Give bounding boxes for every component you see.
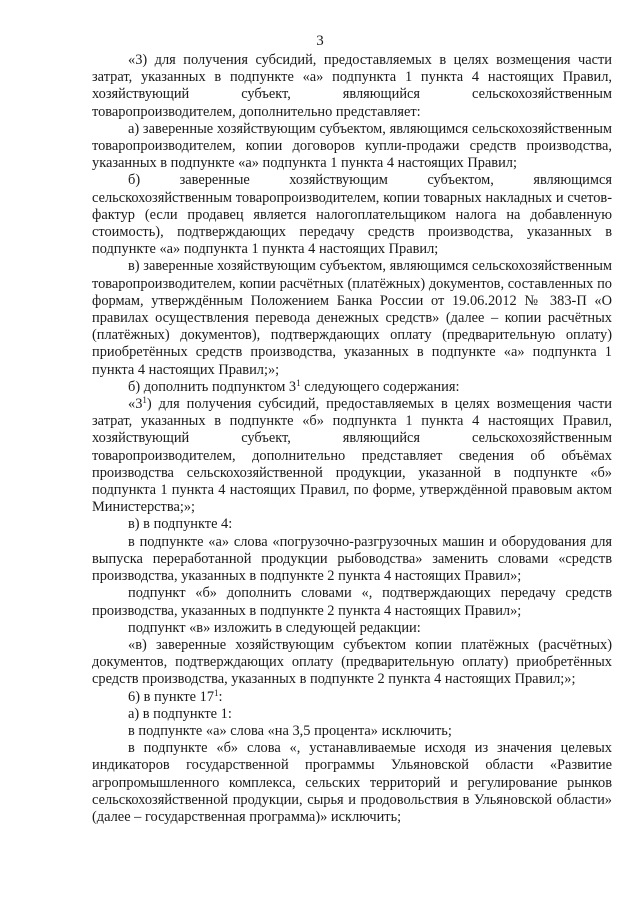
paragraph-3-1 — [92, 396, 612, 516]
page-number: 3 — [316, 33, 324, 49]
paragraph-text: «3 — [128, 396, 143, 413]
paragraph-text-after: следующего содержания: — [300, 378, 460, 395]
paragraph-text: 6) в пункте 17 — [128, 688, 215, 705]
paragraph-text: б) дополнить подпунктом 3 — [128, 378, 297, 395]
paragraph-add-3-1 — [92, 379, 612, 396]
paragraph-b-exclude: в подпункте «б» слова «, устанавливаемые исходя из значения целевых индикаторов государственной программы Ульяновской области «Развитие агропромышленного комплекса, сельских территорий и регулирование рынков сельскохозяйственной продукции, сырья и продовольствия в Ульяновской области» (далее – государственная программа)» исключить; — [92, 740, 612, 825]
paragraph-a-exclude: в подпункте «а» слова «на 3,5 процента» исключить; — [128, 722, 452, 739]
superscript: 1 — [142, 395, 147, 406]
paragraph-4v: «в) заверенные хозяйствующим субъектом копии платёжных (расчётных) документов, подтверждающих оплату (предварительную оплату) приобретённых средств производства, указанных в подпункте 2 пункта 4 настоящих Правил;»; — [92, 636, 612, 688]
document-body — [92, 52, 612, 826]
paragraph-4v-intro: подпункт «в» изложить в следующей редакции: — [128, 619, 421, 636]
superscript: 1 — [214, 687, 219, 698]
paragraph-3b: б) заверенные хозяйствующим субъектом, являющимся сельскохозяйственным товаропроизводителем, копии товарных накладных и счетов-фактур (если продавец является налогоплательщиком налога на добавленную стоимость), подтверждающих передачу средств производства, указанных в подпункте «а» подпункта 1 пункта 4 настоящих Правил; — [92, 172, 612, 258]
paragraph-3: «3) для получения субсидий, предоставляемых в целях возмещения части затрат, указанных в подпункте «а» подпункта 1 пункта 4 настоящих Правил, хозяйствующий субъект, являющийся сельскохозяйственным товаропроизводителем, дополнительно представляет: — [92, 52, 612, 120]
paragraph-3v: в) заверенные хозяйствующим субъектом, являющимся сельскохозяйственным товаропроизводителем, копии расчётных (платёжных) документов, составленных по формам, утверждённым Положением Банка России от 19.06.2012 № 383-П «О правилах осуществления перевода денежных средств» (далее – копии расчётных (платёжных) документов), подтверждающих оплату (предварительную оплату) приобретённых средств производства, указанных в подпункте «а» подпункта 1 пункта 4 настоящих Правил;»; — [92, 258, 612, 378]
paragraph-4a: в подпункте «а» слова «погрузочно-разгрузочных машин и оборудования для выпуска переработанной продукции рыбоводства» заменить словами «средств производства, указанных в подпункте 2 пункта 4 настоящих Правил»; — [92, 533, 612, 585]
paragraph-v-4: в) в подпункте 4: — [128, 516, 233, 533]
paragraph-a-1: а) в подпункте 1: — [128, 705, 232, 722]
superscript: 1 — [296, 377, 301, 388]
paragraph-4b: подпункт «б» дополнить словами «, подтверждающих передачу средств производства, указанных в подпункте 2 пункта 4 настоящих Правил»; — [92, 585, 612, 619]
paragraph-6-17-1 — [92, 689, 612, 706]
paragraph-3a: а) заверенные хозяйствующим субъектом, являющимся сельскохозяйственным товаропроизводителем, копии договоров купли-продажи средств производства, указанных в подпункте «а» подпункта 1 пункта 4 настоящих Правил; — [92, 120, 612, 172]
paragraph-text-after: : — [218, 688, 223, 705]
paragraph-text-after: ) для получения субсидий, предоставляемых в целях возмещения части затрат, указанных в подпункте «б» подпункта 1 пункта 4 настоящих Правил, хозяйствующий субъект, являющийся сельскохозяйственным товаропроизводителем, дополнительно представляет сведения об объёмах производства сельскохозяйственной продукции, указанной в подпункте «б» подпункта 1 пункта 4 настоящих Правил, по форме, утверждённой правовым актом Министерства;»; — [92, 396, 612, 516]
